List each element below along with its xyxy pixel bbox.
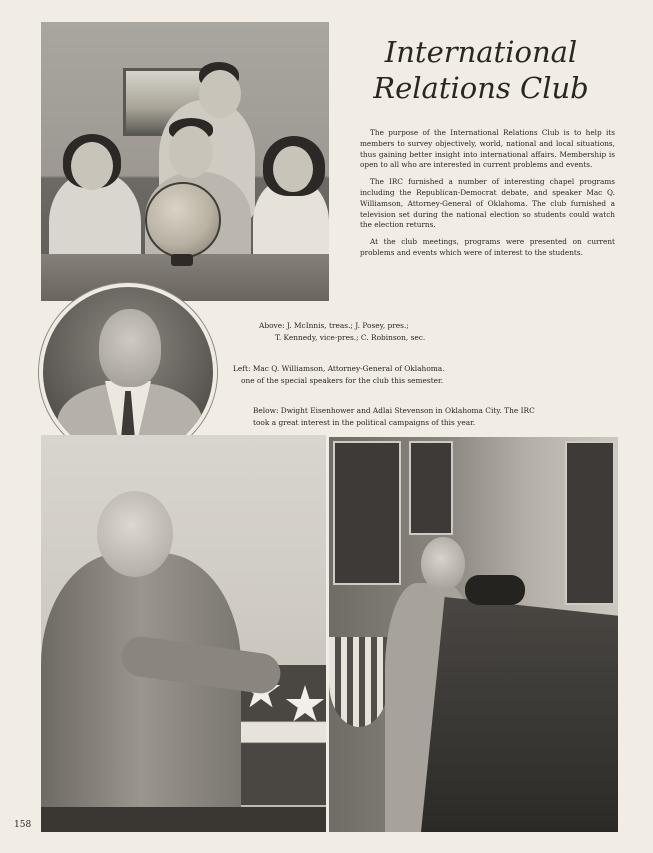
building-window [565, 441, 615, 605]
club-description [360, 128, 615, 265]
page-number: 158 [14, 820, 32, 830]
flag-bunting [329, 637, 389, 727]
caption-below-line-1: Below: Dwight Eisenhower and Adlai Stevenson in Oklahoma City. The IRC [253, 406, 535, 415]
caption-left-line-2: one of the special speakers for the club this semester. [241, 376, 444, 385]
eisenhower-photo [41, 435, 326, 832]
body-paragraph: At the club meetings, programs were presented on current problems and events which were of interest to the students. [360, 237, 615, 257]
speaker-head [97, 491, 173, 577]
speaker-body [41, 553, 241, 832]
building-window [333, 441, 401, 585]
caption-above-line-1: Above: J. McInnis, treas.; J. Posey, pres.; [259, 321, 409, 330]
caption-above [259, 320, 489, 344]
caption-below-line-2: took a great interest in the political campaigns of this year. [253, 418, 476, 427]
officer-head [169, 126, 213, 178]
speaker-head [421, 537, 465, 591]
building-window [409, 441, 453, 535]
podium [41, 807, 326, 832]
body-paragraph: The purpose of the International Relations Club is to help its members to survey objectively, world, national and local situations, thus gaining better insight into international affairs. Membership is open to all who are interested in current problems and events. [360, 128, 615, 170]
portrait-face [99, 309, 161, 387]
officer-head [199, 70, 241, 118]
officer-head [273, 146, 313, 192]
officer-head [71, 142, 113, 190]
lectern [421, 597, 618, 832]
title-line-1: International [384, 35, 578, 69]
microphone [465, 575, 525, 605]
caption-left [233, 363, 468, 387]
stevenson-photo [329, 437, 618, 832]
caption-above-line-2: T. Kennedy, vice-pres.; C. Robinson, sec. [275, 333, 426, 342]
club-officers-photo [41, 22, 329, 301]
body-paragraph: The IRC furnished a number of interesting chapel programs including the Republican-Democrat debate, and speaker Mac Q. Williamson, Attorney-General of Oklahoma. The club furnished a television set during the national election so students could watch the election returns. [360, 177, 615, 230]
caption-left-line-1: Left: Mac Q. Williamson, Attorney-General of Oklahoma. [233, 364, 445, 373]
caption-below [253, 405, 578, 429]
page-title [356, 34, 606, 106]
globe [145, 182, 221, 258]
title-line-2: Relations Club [373, 71, 589, 105]
globe-stand [171, 254, 193, 266]
